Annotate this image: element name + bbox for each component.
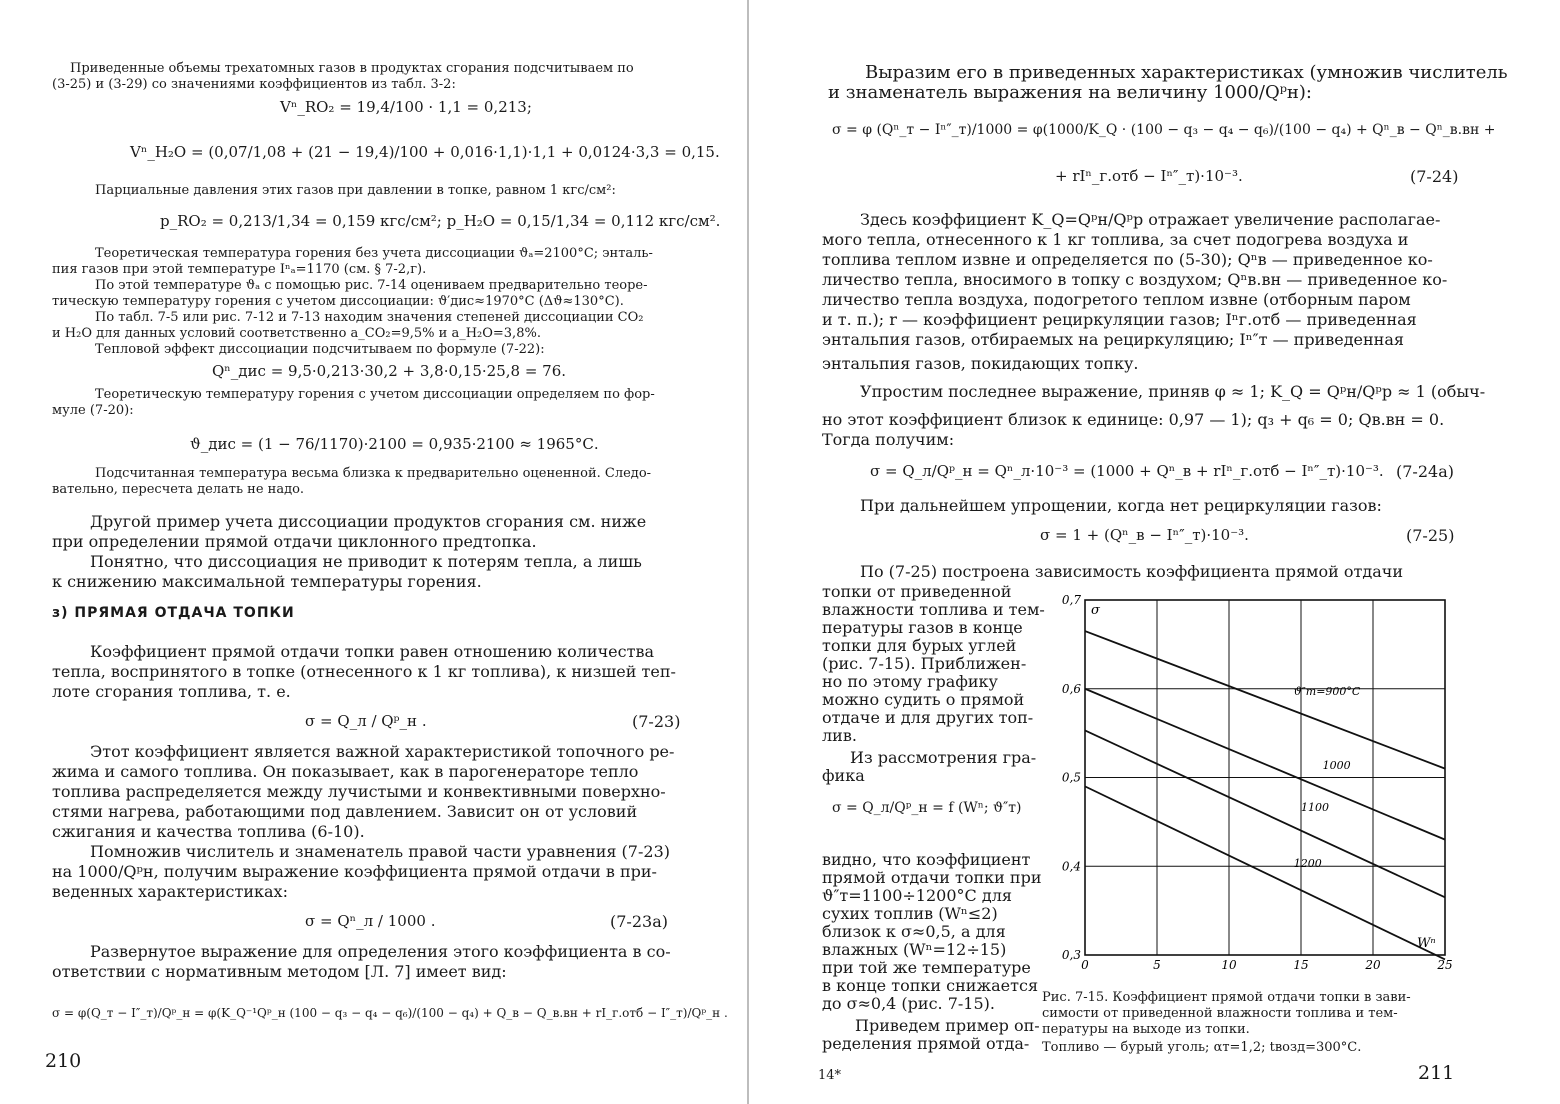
left-page [0,0,745,1104]
equation-7-23a: σ = Qⁿ_л / 1000 . [305,912,436,930]
equation-7-24-part2: + rIⁿ_г.отб − Iⁿ″_т)·10⁻³. [1055,167,1243,185]
column-line: Приведем пример оп- [855,1016,1040,1035]
figure-7-15-chart [1055,588,1465,983]
figure-caption-line: симости от приведенной влажности топлива и тем- [1042,1006,1398,1021]
theory-line: Тепловой эффект диссоциации подсчитываем по формуле (7-22): [95,342,545,357]
equation-expanded: σ = φ(Q_т − I″_т)/Qᵖ_н = φ(K_Q⁻¹Qᵖ_н (100 − q₃ − q₄ − q₆)/(100 − q₄) + Q_в − Q_в.вн + rI_г.отб − I″_т)/Qᵖ_н . [52,1006,728,1020]
column-line: отдаче и для других топ- [822,708,1034,727]
paragraph-line: лоте сгорания топлива, т. е. [52,682,291,701]
column-line: прямой отдачи топки при [822,868,1042,887]
figure-caption-line: Топливо — бурый уголь; αт=1,2; tвозд=300°С. [1042,1040,1362,1055]
x-tick-label: 10 [1221,958,1237,972]
paragraph-line: личество тепла воздуха, подогретого теплом извне (отборным паром [822,290,1411,309]
series-label: 1000 [1322,758,1351,772]
column-line: ϑ″т=1100÷1200°С для [822,886,1012,905]
column-line: ределения прямой отда- [822,1034,1030,1053]
series-line [1085,631,1445,769]
paragraph-line: стями нагрева, работающими под давлением. Зависит он от условий [52,802,638,821]
paragraph-line: Этот коэффициент является важной характеристикой топочного ре- [90,742,675,761]
column-line: до σ≈0,4 (рис. 7-15). [822,994,995,1013]
equation-number: (7-24) [1410,167,1459,186]
figure-caption-line: пературы на выходе из топки. [1042,1022,1250,1037]
theory-line: По этой температуре ϑₐ с помощью рис. 7-14 оцениваем предварительно теоре- [95,278,648,293]
paragraph-line: энтальпия газов, отбираемых на рециркуляцию; Iⁿ″т — приведенная [822,330,1404,349]
column-line: но по этому графику [822,672,998,691]
theory2-line: муле (7-20): [52,403,134,418]
y-tick-label: 0,3 [1061,948,1081,962]
theory-line: пия газов при этой температуре Iⁿₐ=1170 (см. § 7-2,г). [52,262,427,277]
signature-mark: 14* [818,1068,842,1083]
equation-number: (7-25) [1406,526,1455,545]
column-line: пературы газов в конце [822,618,1023,637]
paragraph-line: и т. п.); r — коэффициент рециркуляции газов; Iⁿг.отб — приведенная [822,310,1417,329]
y-axis-label: σ [1091,603,1100,618]
x-tick-label: 20 [1365,958,1381,972]
y-tick-label: 0,6 [1061,681,1081,696]
paragraph-line: жима и самого топлива. Он показывает, как в парогенераторе тепло [52,762,639,781]
theory-line: По табл. 7-5 или рис. 7-12 и 7-13 находим значения степеней диссоциации CO₂ [95,310,644,325]
equation-sigma-function: σ = Q_л/Qᵖ_н = f (Wⁿ; ϑ″т) [832,800,1022,816]
x-axis-label: Wⁿ [1417,936,1436,951]
equation-7-24a: σ = Q_л/Qᵖ_н = Qⁿ_л·10⁻³ = (1000 + Qⁿ_в + rIⁿ_г.отб − Iⁿ″_т)·10⁻³. [870,462,1384,480]
x-tick-label: 0 [1081,958,1089,972]
column-line: фика [822,766,865,785]
page-number: 210 [45,1050,82,1072]
column-line: влажных (Wⁿ=12÷15) [822,940,1007,959]
paragraph-line: При дальнейшем упрощении, когда нет рециркуляции газов: [860,496,1382,515]
x-tick-label: 5 [1153,958,1161,972]
paragraph-line: Тогда получим: [822,430,955,449]
paragraph-line: сжигания и качества топлива (6-10). [52,822,365,841]
paragraph-line: По (7-25) построена зависимость коэффициента прямой отдачи [860,562,1403,581]
equation-q-dis: Qⁿ_дис = 9,5·0,213·30,2 + 3,8·0,15·25,8 = 76. [212,362,567,380]
paragraph-line: энтальпия газов, покидающих топку. [822,354,1139,373]
paragraph-line: Помножив числитель и знаменатель правой части уравнения (7-23) [90,842,670,861]
equation-partial-pressures: p_RO₂ = 0,213/1,34 = 0,159 кгс/см²; p_H₂O = 0,15/1,34 = 0,112 кгс/см². [160,212,721,230]
calc-line: Подсчитанная температура весьма близка к предварительно оцененной. Следо- [95,466,652,481]
paragraph-line: тепла, воспринятого в топке (отнесенного к 1 кг топлива), к низшей теп- [52,662,676,681]
partial-pressure-text: Парциальные давления этих газов при давлении в топке, равном 1 кгс/см²: [95,183,616,198]
section-heading: з) ПРЯМАЯ ОТДАЧА ТОПКИ [52,605,295,621]
paragraph-line: Развернутое выражение для определения этого коэффициента в со- [90,942,671,961]
column-line: сухих топлив (Wⁿ≤2) [822,904,998,923]
book-spine [747,0,749,1104]
figure-caption-line: Рис. 7-15. Коэффициент прямой отдачи топки в зави- [1042,990,1411,1005]
page-number: 211 [1418,1062,1455,1084]
x-tick-label: 15 [1293,958,1309,972]
y-tick-label: 0,5 [1061,770,1081,785]
paragraph-line: к снижению максимальной температуры горения. [52,572,482,591]
column-line: (рис. 7-15). Приближен- [822,654,1027,673]
theory-line: тическую температуру горения с учетом диссоциации: ϑ′дис≈1970°С (Δϑ≈130°С). [52,294,624,309]
equation-vh2o: Vⁿ_H₂O = (0,07/1,08 + (21 − 19,4)/100 + 0,016·1,1)·1,1 + 0,0124·3,3 = 0,15. [130,143,720,161]
paragraph-line: на 1000/Qᵖн, получим выражение коэффициента прямой отдачи в при- [52,862,657,881]
equation-number: (7-23а) [610,912,668,931]
paragraph-line: топлива теплом извне и определяется по (5-30); Qⁿв — приведенное ко- [822,250,1433,269]
y-tick-label: 0,4 [1061,859,1081,874]
series-label: 1100 [1301,801,1329,815]
series-line [1085,689,1445,840]
equation-7-23: σ = Q_л / Qᵖ_н . [305,712,427,730]
column-line: близок к σ≈0,5, а для [822,922,1006,941]
column-line: Из рассмотрения гра- [850,748,1037,767]
column-line: топки для бурых углей [822,636,1017,655]
paragraph-line: топлива распределяется между лучистыми и конвективными поверхно- [52,782,666,801]
theory-line: и H₂O для данных условий соответственно a_CO₂=9,5% и a_H₂O=3,8%. [52,326,541,341]
column-line: видно, что коэффициент [822,850,1031,869]
paragraph-line: Понятно, что диссоциация не приводит к потерям тепла, а лишь [90,552,642,571]
calc-line: вательно, пересчета делать не надо. [52,482,305,497]
paragraph-line: личество тепла, вносимого в топку с воздухом; Qⁿв.вн — приведенное ко- [822,270,1448,289]
paragraph-line: Выразим его в приведенных характеристиках (умножив числитель [865,62,1508,83]
paragraph-line: мого тепла, отнесенного к 1 кг топлива, за счет подогрева воздуха и [822,230,1409,249]
intro-line: Приведенные объемы трехатомных газов в продуктах сгорания подсчитываем по [70,61,634,76]
column-line: топки от приведенной [822,582,1012,601]
paragraph-line: Здесь коэффициент K_Q=Qᵖн/Qᵖр отражает увеличение располагае- [860,210,1441,229]
column-line: в конце топки снижается [822,976,1039,995]
column-line: можно судить о прямой [822,690,1025,709]
theory2-line: Теоретическую температуру горения с учетом диссоциации определяем по фор- [95,387,655,402]
column-line: лив. [822,726,857,745]
paragraph-line: Коэффициент прямой отдачи топки равен отношению количества [90,642,654,661]
y-tick-label: 0,7 [1061,593,1081,607]
equation-number: (7-24а) [1396,462,1454,481]
paragraph-line: и знаменатель выражения на величину 1000/Qᵖн): [828,82,1312,103]
paragraph-line: ответствии с нормативным методом [Л. 7] имеет вид: [52,962,507,981]
equation-vro2: Vⁿ_RO₂ = 19,4/100 · 1,1 = 0,213; [280,98,532,116]
paragraph-line: Упростим последнее выражение, приняв φ ≈ 1; K_Q = Qᵖн/Qᵖр ≈ 1 (обыч- [860,382,1486,401]
right-page [760,0,1560,1104]
paragraph-line: веденных характеристиках: [52,882,288,901]
equation-number: (7-23) [632,712,681,731]
x-tick-label: 25 [1437,958,1453,972]
series-label: 1200 [1293,857,1322,871]
column-line: влажности топлива и тем- [822,600,1045,619]
equation-7-24-part1: σ = φ (Qⁿ_т − Iⁿ″_т)/1000 = φ(1000/K_Q · (100 − q₃ − q₄ − q₆)/(100 − q₄) + Qⁿ_в − Qⁿ_в.вн + [832,122,1496,138]
equation-theta-dis: ϑ_дис = (1 − 76/1170)·2100 = 0,935·2100 ≈ 1965°С. [190,435,599,453]
series-label: ϑ″т=900°С [1293,684,1361,698]
paragraph-line: при определении прямой отдачи циклонного предтопка. [52,532,537,551]
paragraph-line: Другой пример учета диссоциации продуктов сгорания см. ниже [90,512,647,531]
theory-line: Теоретическая температура горения без учета диссоциации ϑₐ=2100°С; энталь- [95,246,653,261]
intro-line: (3-25) и (3-29) со значениями коэффициентов из табл. 3-2: [52,77,456,92]
paragraph-line: но этот коэффициент близок к единице: 0,97 — 1); q₃ + q₆ = 0; Qв.вн = 0. [822,410,1445,429]
column-line: при той же температуре [822,958,1031,977]
equation-7-25: σ = 1 + (Qⁿ_в − Iⁿ″_т)·10⁻³. [1040,526,1249,544]
